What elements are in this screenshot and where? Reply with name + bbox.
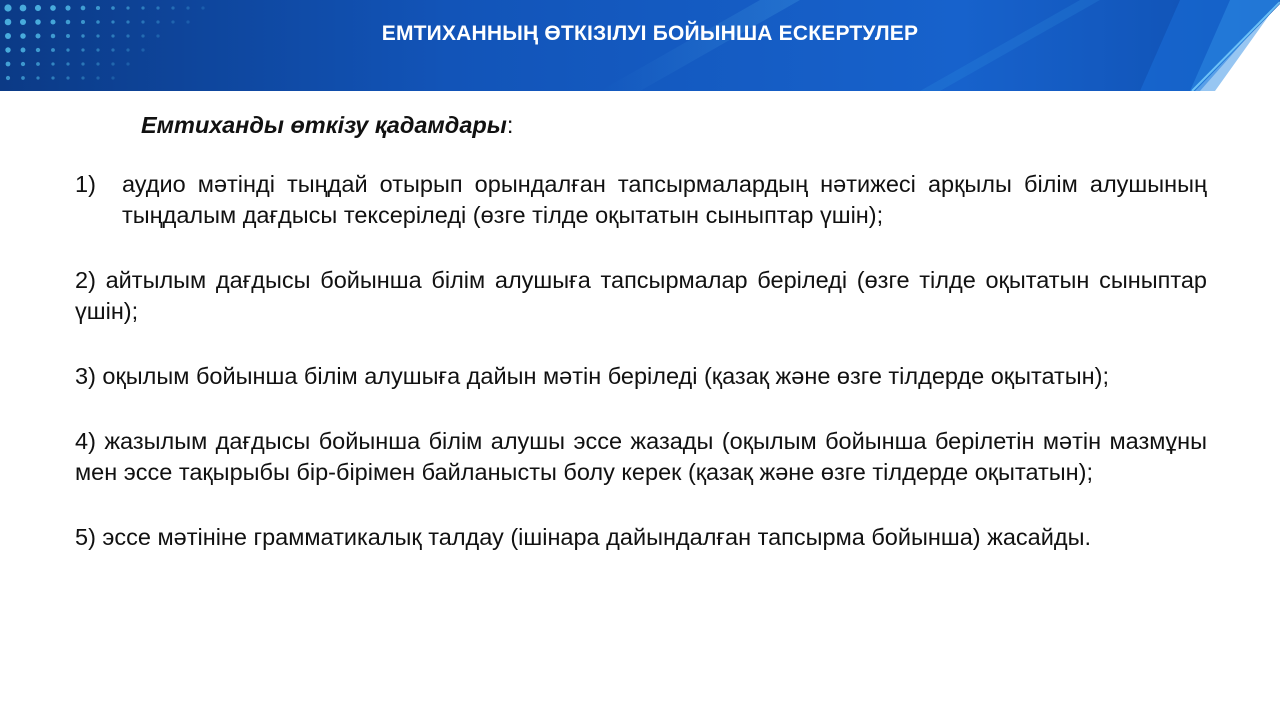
banner-dot [96,76,99,79]
banner-dot [66,76,69,79]
banner-dot [126,34,129,37]
banner-dot [141,48,144,51]
banner-dot [50,5,56,11]
banner-dot [81,6,86,11]
banner-dot [186,6,189,9]
banner-dot [5,47,10,52]
section-subtitle [141,110,1207,141]
banner-dot [81,48,84,51]
banner-dot [126,62,129,65]
banner-dot [21,76,25,80]
banner-dot [111,34,114,37]
banner-dot [20,5,27,12]
banner-dot [51,62,54,65]
banner-dot [66,48,69,51]
header-banner [0,0,1280,91]
banner-dot [36,34,41,39]
page-title: ЕМТИХАННЫҢ ӨТКІЗІЛУІ БОЙЫНША ЕСКЕРТУЛЕР [381,22,919,45]
banner-dot [201,6,204,9]
banner-dot [171,6,174,9]
banner-dot [36,48,40,52]
banner-dot [81,76,84,79]
banner-dot [141,34,144,37]
banner-dot [51,34,55,38]
list-item-3: 3) оқылым бойынша білім алушыға дайын мәтін беріледі (қазақ және өзге тілдерде оқытатын); [75,363,1110,389]
banner-dot [126,20,129,23]
banner-dot [96,34,99,37]
subtitle-suffix: : [506,112,514,138]
banner-dot [51,48,55,52]
banner-dot [171,20,174,23]
banner-dot [96,62,99,65]
banner-dot [5,33,11,39]
banner-dot [111,62,114,65]
banner-dot [126,48,129,51]
banner-dot [51,76,54,79]
banner-dot [81,62,84,65]
banner-dot [36,62,40,66]
banner-dot [111,76,114,79]
banner-dot [141,20,144,23]
banner-dot [66,62,69,65]
banner-dot [35,19,41,25]
banner-dot [126,6,129,9]
list-item-4: 4) жазылым дағдысы бойынша білім алушы эссе жазады (оқылым бойынша берілетін мәтін мазмұны мен эссе тақырыбы бір-бірімен байланысты болу керек (қазақ және өзге тілдерде оқытатын); [75,428,1207,485]
banner-dot [5,19,12,26]
content-area [75,110,1207,587]
banner-dot [6,76,10,80]
banner-dot [21,62,25,66]
subtitle-text: Емтиханды өткізу қадамдары [141,112,507,138]
banner-dot [156,20,159,23]
banner-dot [96,48,99,51]
banner-dot [66,20,71,25]
banner-dot [21,48,26,53]
banner-dot [111,48,114,51]
list-item-text: аудио мәтінді тыңдай отырып орындалған тапсырмалардың нәтижесі арқылы білім алушының тыңдалым дағдысы тексеріледі (өзге тілде оқытатын сыныптар үшін); [122,171,1207,228]
banner-dot [20,19,26,25]
list-item-5: 5) эссе мәтініне грамматикалық талдау (ішінара дайындалған тапсырма бойынша) жасайды. [75,524,1092,550]
banner-dot [81,34,84,37]
banner-dot [186,20,189,23]
banner-dot [66,34,70,38]
banner-dot [141,6,144,9]
banner-dot [156,34,159,37]
banner-dot [4,4,11,11]
banner-dot [111,20,114,23]
banner-dot [20,33,25,38]
banner-dot [65,5,70,10]
banner-dot [50,19,55,24]
list-item-2: 2) айтылым дағдысы бойынша білім алушыға тапсырмалар беріледі (өзге тілде оқытатын сыныптар үшін); [75,267,1207,324]
banner-dot [156,6,159,9]
banner-dot [35,5,41,11]
banner-dot [36,76,39,79]
banner-dot [96,20,100,24]
banner-dot [96,6,100,10]
list-item-1 [75,169,1207,231]
banner-dot [111,6,115,10]
banner-dot [81,20,85,24]
list-item-number: 1) [75,171,96,197]
banner-dot [6,62,11,67]
